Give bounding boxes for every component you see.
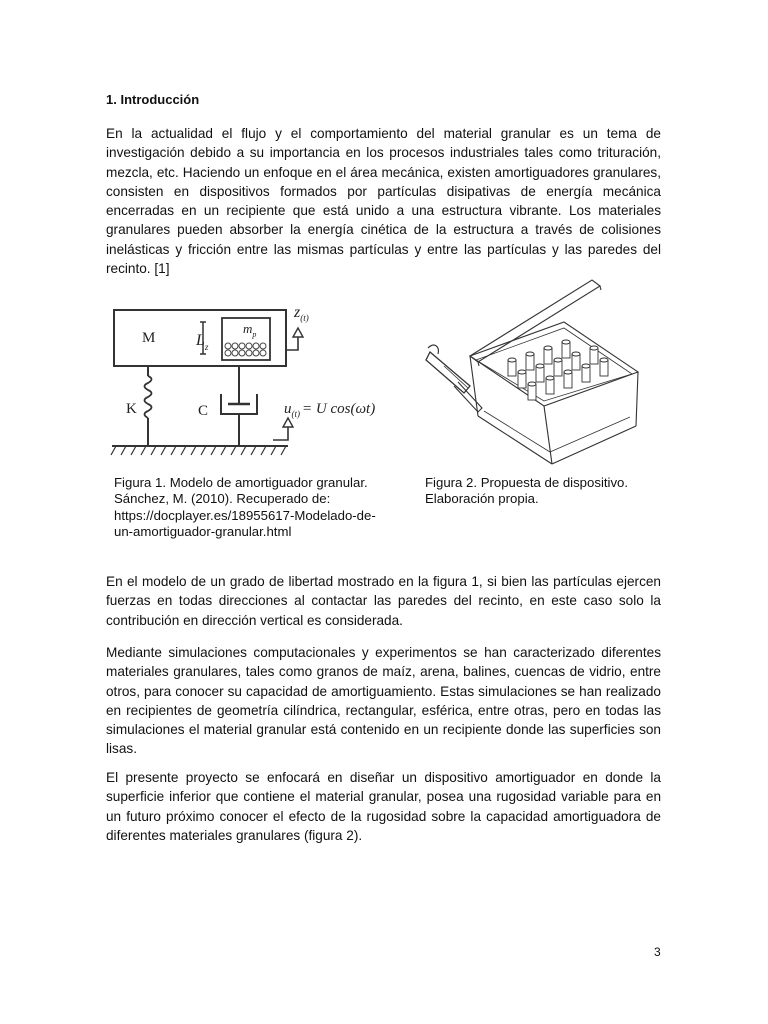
page-number: 3 (654, 945, 661, 959)
handle-rod (426, 352, 470, 393)
caption-link: https://docplayer.es/18955617-Modelado-de- (114, 507, 376, 523)
displacement-label: $z_{(t)}$ (294, 304, 309, 323)
figure-2-caption (425, 475, 655, 508)
mass-label: M (142, 330, 156, 346)
particles (225, 343, 266, 356)
figure-2-device-sketch (424, 276, 642, 468)
caption-line: Figura 1. Modelo de amortiguador granular. (114, 475, 368, 490)
gap-label: $L_z$ (196, 332, 209, 352)
surface-posts (508, 340, 608, 400)
paragraph-introduction: En la actualidad el flujo y el comportamiento del material granular es un tema de investigación debido a su importancia en los procesos industriales tales como trituración, mezcla, etc. Haciendo un enfoque en el área mecánica, existen amortiguadores granulares, consisten en dispositivos formados por partículas disipativas de energía mecánica encerradas en un recipiente que está unido a una estructura vibrante. Los materiales granulares pueden absorber la energía cinética de la estructura a través de colisiones inelásticas y fricción entre las mismas partículas y entre las partículas y las paredes del recinto. [1] (106, 126, 661, 277)
paragraph-project: El presente proyecto se enfocará en diseñar un dispositivo amortiguador en donde la superficie inferior que contiene el material granular, posea una rugosidad variable para en un futuro próximo conocer el efecto de la rugosidad sobre la capacidad amortiguadora de diferentes materiales granulares (figura 2). (106, 770, 661, 843)
section-heading: 1. Introducción (106, 92, 200, 107)
caption-link: un-amortiguador-granular.html (114, 523, 292, 539)
ground-hatching (111, 446, 286, 455)
figure-1-caption (114, 475, 404, 540)
caption-line: Sánchez, M. (2010). Recuperado de: (114, 491, 331, 507)
input-equation: $u_{(t)} = U$ cos(ωt) (284, 401, 376, 419)
input-arrow (273, 426, 288, 440)
caption-line: Figura 2. Propuesta de dispositivo. (425, 475, 629, 490)
damper-label: C (198, 403, 209, 419)
paragraph-simulations: Mediante simulaciones computacionales y experimentos se han caracterizado diferentes materiales granulares, tales como granos de maíz, arena, balines, cuencas de vidrio, entre otros, para conocer su capacidad de amortiguamiento. Estas simulaciones se han realizado en recipientes de geometría cilíndrica, rectangular, esférica, entre otras, pero en todas las simulaciones el material granular está contenido en un recipiente donde las superficies son lisas. (106, 645, 661, 757)
spring-label: K (126, 401, 137, 417)
particle-mass-label: $m_p$ (243, 321, 257, 339)
figure-1-damper-model (108, 300, 398, 465)
caption-line: Elaboración propia. (425, 491, 539, 507)
paragraph-model: En el modelo de un grado de libertad mostrado en la figura 1, si bien las partículas ejercen fuerzas en todas direcciones al contactar las paredes del recinto, en este caso solo la contribución en dirección vertical es considerada. (106, 574, 661, 628)
box-lid (470, 280, 600, 362)
spring (145, 376, 152, 418)
displacement-arrow (286, 336, 298, 350)
